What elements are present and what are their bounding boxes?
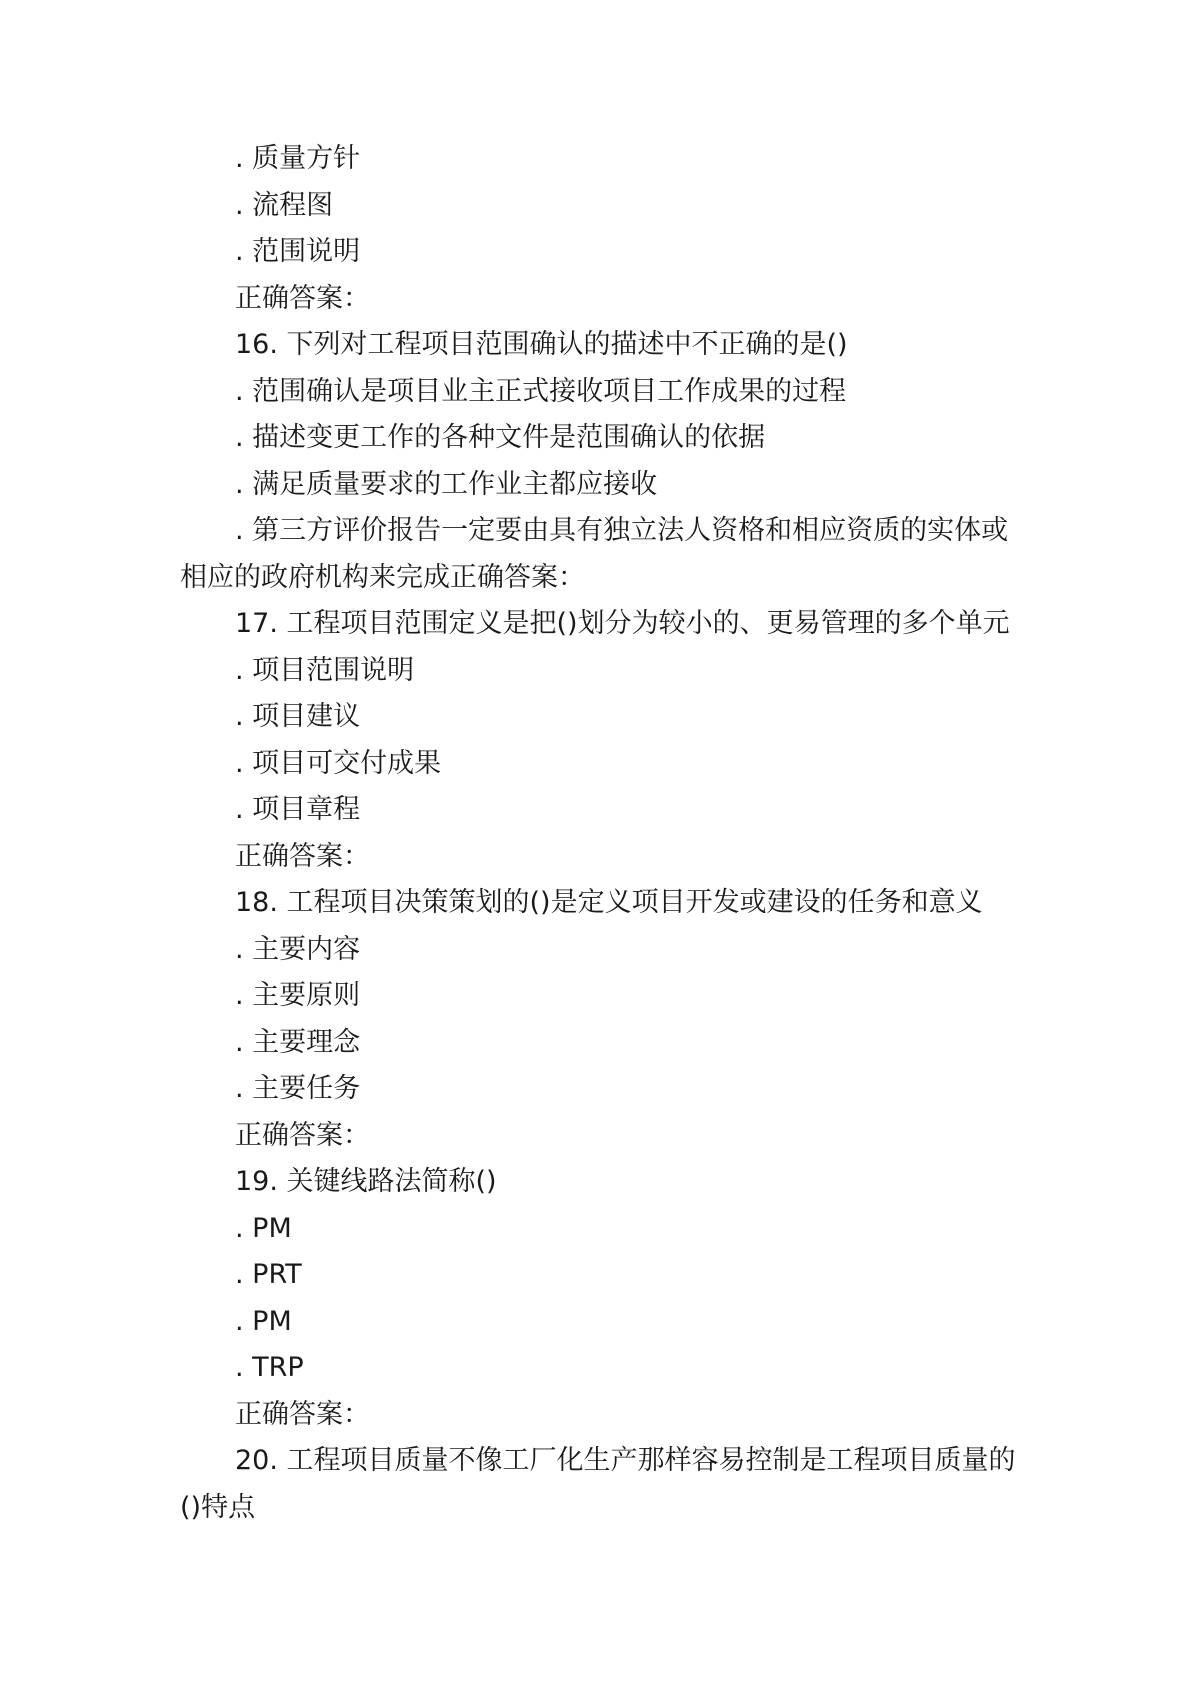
answer-label: 正确答案： (235, 840, 370, 872)
option-line: . 主要任务 (235, 1073, 361, 1104)
option-line: . PM (235, 1305, 292, 1337)
option-line: . 范围说明 (235, 236, 361, 267)
answer-label: 正确答案： (235, 1119, 370, 1151)
option-line-wrapped: . 第三方评价报告一定要由具有独立法人资格和相应资质的实体或相应的政府机构来完成正确答案： (180, 515, 1009, 593)
question-20: 20. 工程项目质量不像工厂化生产那样容易控制是工程项目质量的()特点 (180, 1445, 1016, 1523)
option-line: . 主要内容 (235, 933, 361, 965)
question-19: 19. 关键线路法简称() (235, 1166, 497, 1197)
question-list (180, 136, 1020, 1531)
answer-label: 正确答案： (235, 282, 370, 314)
question-16: 16. 下列对工程项目范围确认的描述中不正确的是() (235, 329, 848, 360)
option-line: . 满足质量要求的工作业主都应接收 (235, 468, 658, 500)
option-line: . PM (235, 1212, 292, 1244)
option-line: . 项目章程 (235, 794, 361, 825)
answer-label: 正确答案： (235, 1398, 370, 1430)
question-18: 18. 工程项目决策策划的()是定义项目开发或建设的任务和意义 (235, 887, 983, 918)
option-line: . 描述变更工作的各种文件是范围确认的依据 (235, 422, 766, 453)
option-line: . 项目范围说明 (235, 654, 415, 686)
question-17: 17. 工程项目范围定义是把()划分为较小的、更易管理的多个单元 (235, 608, 1010, 639)
option-line: . TRP (235, 1352, 304, 1383)
option-line: . PRT (235, 1259, 302, 1290)
option-line: . 主要原则 (235, 980, 361, 1011)
option-line: . 项目可交付成果 (235, 747, 442, 779)
option-line: . 主要理念 (235, 1026, 361, 1058)
option-line: . 范围确认是项目业主正式接收项目工作成果的过程 (235, 375, 847, 407)
option-line: . 流程图 (235, 189, 334, 221)
option-line: . 质量方针 (235, 143, 361, 174)
option-line: . 项目建议 (235, 701, 361, 732)
